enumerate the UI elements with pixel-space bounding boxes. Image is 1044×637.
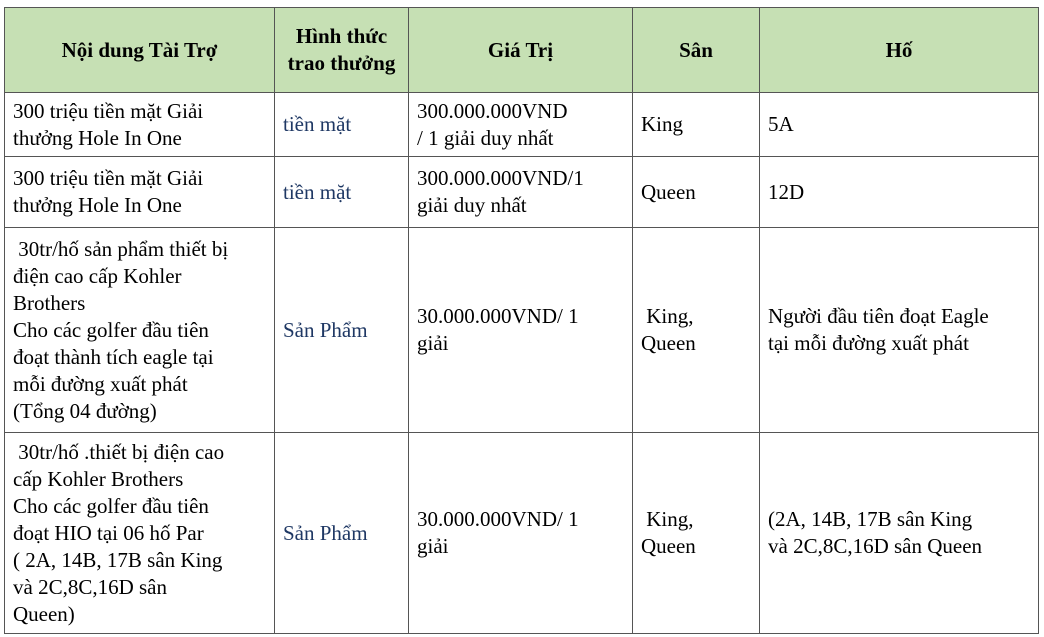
content-cell: 300 triệu tiền mặt Giải thưởng Hole In One <box>5 93 275 157</box>
course-cell: Queen <box>633 157 760 228</box>
header-row <box>5 8 1039 93</box>
value-cell: 300.000.000VND / 1 giải duy nhất <box>409 93 633 157</box>
course-cell: King <box>633 93 760 157</box>
content-cell: 30tr/hố .thiết bị điện cao cấp Kohler Brothers Cho các golfer đầu tiên đoạt HIO tại 06 hố Par ( 2A, 14B, 17B sân King và 2C,8C,16D sân Queen) <box>5 433 275 634</box>
header-course: Sân <box>633 8 760 93</box>
award-form-cell: tiền mặt <box>275 93 409 157</box>
value-cell: 30.000.000VND/ 1 giải <box>409 433 633 634</box>
value-cell: 300.000.000VND/1 giải duy nhất <box>409 157 633 228</box>
table-row <box>5 433 1039 634</box>
hole-cell: (2A, 14B, 17B sân King và 2C,8C,16D sân Queen <box>760 433 1039 634</box>
header-value: Giá Trị <box>409 8 633 93</box>
table-row <box>5 93 1039 157</box>
course-cell: King, Queen <box>633 228 760 433</box>
content-cell: 300 triệu tiền mặt Giải thưởng Hole In One <box>5 157 275 228</box>
sponsorship-table <box>4 7 1039 634</box>
header-hole: Hố <box>760 8 1039 93</box>
course-cell: King, Queen <box>633 433 760 634</box>
award-form-cell: Sản Phẩm <box>275 228 409 433</box>
hole-cell: 5A <box>760 93 1039 157</box>
content-cell: 30tr/hố sản phẩm thiết bị điện cao cấp Kohler Brothers Cho các golfer đầu tiên đoạt thành tích eagle tại mỗi đường xuất phát (Tổng 04 đường) <box>5 228 275 433</box>
table-row <box>5 157 1039 228</box>
table-row <box>5 228 1039 433</box>
value-cell: 30.000.000VND/ 1 giải <box>409 228 633 433</box>
award-form-cell: tiền mặt <box>275 157 409 228</box>
header-award-form: Hình thức trao thưởng <box>275 8 409 93</box>
hole-cell: 12D <box>760 157 1039 228</box>
award-form-cell: Sản Phẩm <box>275 433 409 634</box>
header-content: Nội dung Tài Trợ <box>5 8 275 93</box>
hole-cell: Người đầu tiên đoạt Eagle tại mỗi đường xuất phát <box>760 228 1039 433</box>
